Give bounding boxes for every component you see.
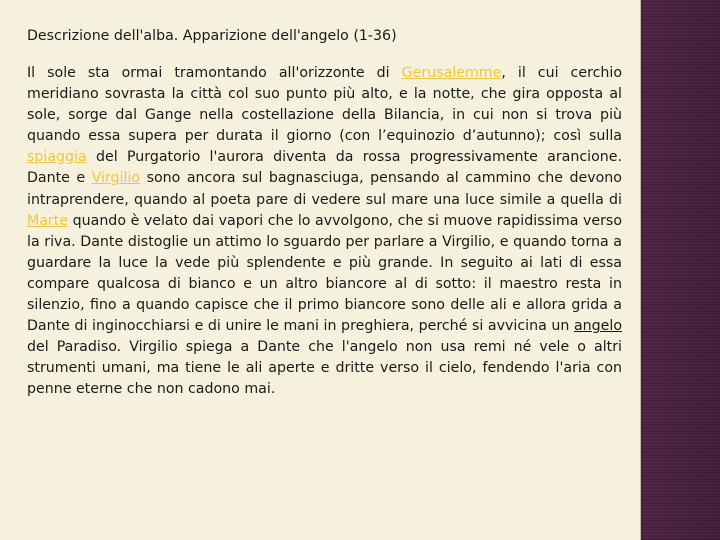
band-texture-stripe — [640, 60, 720, 61]
band-texture-stripe — [640, 225, 720, 226]
band-texture-stripe — [640, 504, 720, 505]
band-texture-stripe — [640, 414, 720, 415]
band-texture-stripe — [640, 390, 720, 391]
band-texture-stripe — [640, 459, 720, 460]
band-texture-stripe — [640, 297, 720, 298]
band-texture-stripe — [640, 75, 720, 76]
band-texture-stripe — [640, 417, 720, 418]
band-texture-stripe — [640, 240, 720, 241]
band-texture-stripe — [640, 129, 720, 130]
band-texture-stripe — [640, 312, 720, 313]
band-texture-stripe — [640, 111, 720, 112]
band-texture-stripe — [640, 12, 720, 13]
band-texture-stripe — [640, 285, 720, 286]
band-texture-stripe — [640, 195, 720, 196]
band-texture-stripe — [640, 486, 720, 487]
band-texture-stripe — [640, 516, 720, 517]
band-texture-stripe — [640, 294, 720, 295]
band-texture-stripe — [640, 336, 720, 337]
link-angelo[interactable]: angelo — [573, 318, 622, 335]
band-texture-stripe — [640, 333, 720, 334]
band-texture-stripe — [640, 363, 720, 364]
band-texture-stripe — [640, 54, 720, 55]
band-texture-stripe — [640, 189, 720, 190]
band-texture-stripe — [640, 63, 720, 64]
band-texture-stripe — [640, 213, 720, 214]
band-texture-stripe — [640, 315, 720, 316]
band-texture-stripe — [640, 345, 720, 346]
band-texture-stripe — [640, 183, 720, 184]
band-texture-stripe — [640, 420, 720, 421]
band-texture-stripe — [640, 411, 720, 412]
band-texture-stripe — [640, 30, 720, 31]
band-texture-stripe — [640, 249, 720, 250]
band-texture-stripe — [640, 144, 720, 145]
band-texture-stripe — [640, 291, 720, 292]
band-texture-stripe — [640, 498, 720, 499]
band-texture-stripe — [640, 372, 720, 373]
text-segment: Il sole sta ormai tramontando all'orizzonte di — [27, 65, 402, 81]
band-texture-stripe — [640, 309, 720, 310]
band-texture-stripe — [640, 522, 720, 523]
band-texture-stripe — [640, 192, 720, 193]
band-texture-stripe — [640, 528, 720, 529]
band-texture-stripe — [640, 177, 720, 178]
band-texture-stripe — [640, 471, 720, 472]
band-texture-stripe — [640, 72, 720, 73]
band-texture-stripe — [640, 519, 720, 520]
band-texture-stripe — [640, 9, 720, 10]
band-texture-stripe — [640, 201, 720, 202]
band-texture-stripe — [640, 267, 720, 268]
band-texture-stripe — [640, 171, 720, 172]
band-texture-stripe — [640, 495, 720, 496]
band-texture-stripe — [640, 360, 720, 361]
band-texture-stripe — [640, 429, 720, 430]
band-texture-stripe — [640, 270, 720, 271]
band-texture-stripe — [640, 288, 720, 289]
band-texture-stripe — [640, 432, 720, 433]
band-texture-stripe — [640, 33, 720, 34]
band-texture-stripe — [640, 402, 720, 403]
band-texture-stripe — [640, 237, 720, 238]
text-segment: del Purgatorio l'aurora diventa da rossa progressivamente arancione. Dante e — [27, 149, 622, 187]
band-texture-stripe — [640, 378, 720, 379]
band-texture-stripe — [640, 492, 720, 493]
band-texture-stripe — [640, 489, 720, 490]
band-texture-stripe — [640, 381, 720, 382]
band-texture-stripe — [640, 483, 720, 484]
band-texture-stripe — [640, 228, 720, 229]
band-texture-stripe — [640, 108, 720, 109]
band-texture-stripe — [640, 273, 720, 274]
band-texture-stripe — [640, 150, 720, 151]
band-texture-stripe — [640, 465, 720, 466]
band-texture-stripe — [640, 99, 720, 100]
band-texture-stripe — [640, 45, 720, 46]
band-texture-stripe — [640, 216, 720, 217]
band-texture-stripe — [640, 27, 720, 28]
band-texture-stripe — [640, 444, 720, 445]
band-texture-stripe — [640, 114, 720, 115]
band-texture-stripe — [640, 156, 720, 157]
band-texture-stripe — [640, 165, 720, 166]
band-texture-stripe — [640, 90, 720, 91]
band-texture-stripe — [640, 342, 720, 343]
band-texture-stripe — [640, 84, 720, 85]
band-texture-stripe — [640, 120, 720, 121]
band-texture-stripe — [640, 258, 720, 259]
band-texture-stripe — [640, 126, 720, 127]
band-texture-stripe — [640, 153, 720, 154]
band-texture-stripe — [640, 474, 720, 475]
band-texture-stripe — [640, 246, 720, 247]
band-texture-stripe — [640, 39, 720, 40]
band-texture-stripe — [640, 69, 720, 70]
slide-title: Descrizione dell'alba. Apparizione dell'angelo (1-36) — [27, 28, 397, 44]
band-texture-stripe — [640, 141, 720, 142]
band-texture-stripe — [640, 198, 720, 199]
band-texture-stripe — [640, 339, 720, 340]
band-texture-stripe — [640, 147, 720, 148]
band-texture-stripe — [640, 117, 720, 118]
band-texture-stripe — [640, 438, 720, 439]
band-texture-stripe — [640, 168, 720, 169]
text-segment: , il cui cerchio meridiano sovrasta la città col suo punto più alto, e la notte, che gira opposta al sole, sorge dal Gange nella costellazione della Bilancia, in cui non si trova più quando essa supera per durata il giorno (con l’equinozio d’autunno); così sulla — [27, 65, 623, 145]
band-texture-stripe — [640, 501, 720, 502]
band-texture-stripe — [640, 462, 720, 463]
band-texture-stripe — [640, 105, 720, 106]
band-texture-stripe — [640, 441, 720, 442]
band-texture-stripe — [640, 36, 720, 37]
link-spiaggia[interactable]: spiaggia — [27, 149, 87, 166]
band-texture-stripe — [640, 180, 720, 181]
band-texture-stripe — [640, 123, 720, 124]
link-marte[interactable]: Marte — [27, 212, 69, 229]
band-texture-stripe — [640, 0, 720, 1]
band-texture-stripe — [640, 405, 720, 406]
band-texture-stripe — [640, 219, 720, 220]
band-texture-stripe — [640, 321, 720, 322]
band-texture-stripe — [640, 102, 720, 103]
band-texture-stripe — [640, 222, 720, 223]
band-texture-stripe — [640, 15, 720, 16]
band-texture-stripe — [640, 507, 720, 508]
band-texture-stripe — [640, 456, 720, 457]
band-texture-stripe — [640, 525, 720, 526]
band-texture-stripe — [640, 276, 720, 277]
band-texture-stripe — [640, 162, 720, 163]
band-texture-stripe — [640, 42, 720, 43]
text-segment: sono ancora sul bagnasciuga, pensando al cammino che devono intraprendere, quando al poeta pare di vedere sul mare una luce simile a quella di — [27, 170, 622, 208]
band-texture-stripe — [640, 207, 720, 208]
band-texture-stripe — [640, 303, 720, 304]
band-texture-stripe — [640, 255, 720, 256]
band-texture-stripe — [640, 24, 720, 25]
band-texture-stripe — [640, 21, 720, 22]
band-texture-stripe — [640, 357, 720, 358]
band-texture-stripe — [640, 351, 720, 352]
band-texture-stripe — [640, 426, 720, 427]
band-texture-stripe — [640, 279, 720, 280]
band-texture-stripe — [640, 261, 720, 262]
band-texture-stripe — [640, 348, 720, 349]
band-texture-stripe — [640, 306, 720, 307]
band-texture-stripe — [640, 531, 720, 532]
link-virgilio[interactable]: Virgilio — [91, 170, 141, 187]
band-texture-stripe — [640, 375, 720, 376]
band-texture-stripe — [640, 480, 720, 481]
band-texture-stripe — [640, 57, 720, 58]
band-texture-stripe — [640, 369, 720, 370]
band-texture-stripe — [640, 366, 720, 367]
band-texture-stripe — [640, 300, 720, 301]
band-texture-stripe — [640, 210, 720, 211]
band-texture-stripe — [640, 453, 720, 454]
band-texture-stripe — [640, 354, 720, 355]
band-texture-stripe — [640, 174, 720, 175]
band-texture-stripe — [640, 66, 720, 67]
band-texture-stripe — [640, 318, 720, 319]
link-gerusalemme[interactable]: Gerusalemme — [401, 65, 502, 81]
band-texture-stripe — [640, 81, 720, 82]
band-texture-stripe — [640, 6, 720, 7]
band-texture-stripe — [640, 135, 720, 136]
band-texture-stripe — [640, 186, 720, 187]
band-texture-stripe — [640, 408, 720, 409]
band-texture-stripe — [640, 513, 720, 514]
band-texture-stripe — [640, 423, 720, 424]
band-texture-stripe — [640, 324, 720, 325]
band-texture-stripe — [640, 447, 720, 448]
band-texture-stripe — [640, 330, 720, 331]
band-texture-stripe — [640, 537, 720, 538]
band-texture-stripe — [640, 51, 720, 52]
band-texture-stripe — [640, 159, 720, 160]
band-texture-stripe — [640, 477, 720, 478]
band-texture-stripe — [640, 393, 720, 394]
slide-content — [27, 26, 622, 401]
band-texture-stripe — [640, 93, 720, 94]
band-texture-stripe — [640, 396, 720, 397]
band-texture-stripe — [640, 138, 720, 139]
band-texture-stripe — [640, 387, 720, 388]
decorative-side-band — [640, 0, 720, 540]
band-texture-stripe — [640, 252, 720, 253]
band-texture-stripe — [640, 243, 720, 244]
band-texture-stripe — [640, 282, 720, 283]
band-texture-stripe — [640, 231, 720, 232]
band-texture-stripe — [640, 204, 720, 205]
band-texture-stripe — [640, 534, 720, 535]
band-texture-stripe — [640, 234, 720, 235]
band-texture-stripe — [640, 18, 720, 19]
text-segment: quando è velato dai vapori che lo avvolgono, che si muove rapidissima verso la riva. Dante distoglie un attimo lo sguardo per parlare a Virgilio, e quando torna a guardare la luce la vede più splendente e più grande. In seguito ai lati di essa compare qualcosa di bianco e un altro biancore al di sotto: il maestro resta in silenzio, fino a quando capisce che il primo biancore sono delle ali e allora grida a Dante di inginocchiarsi e di unire le mani in preghiera, perché si avvicina un — [27, 212, 622, 335]
text-segment: del Paradiso. Virgilio spiega a Dante che l'angelo non usa remi né vele o altri strumenti umani, ma tiene le ali aperte e dritte verso il cielo, fendendo l'aria con penne eterne che non cadono mai. — [27, 339, 622, 398]
band-texture-stripe — [640, 87, 720, 88]
band-texture-stripe — [640, 327, 720, 328]
band-texture-stripe — [640, 78, 720, 79]
band-texture-stripe — [640, 132, 720, 133]
band-texture-stripe — [640, 435, 720, 436]
band-texture-stripe — [640, 510, 720, 511]
band-texture-stripe — [640, 264, 720, 265]
band-texture-stripe — [640, 384, 720, 385]
band-texture-stripe — [640, 3, 720, 4]
band-texture-stripe — [640, 399, 720, 400]
band-texture-stripe — [640, 96, 720, 97]
slide-paragraph — [27, 63, 622, 401]
band-texture-stripe — [640, 48, 720, 49]
band-texture-stripe — [640, 450, 720, 451]
band-texture-stripe — [640, 468, 720, 469]
